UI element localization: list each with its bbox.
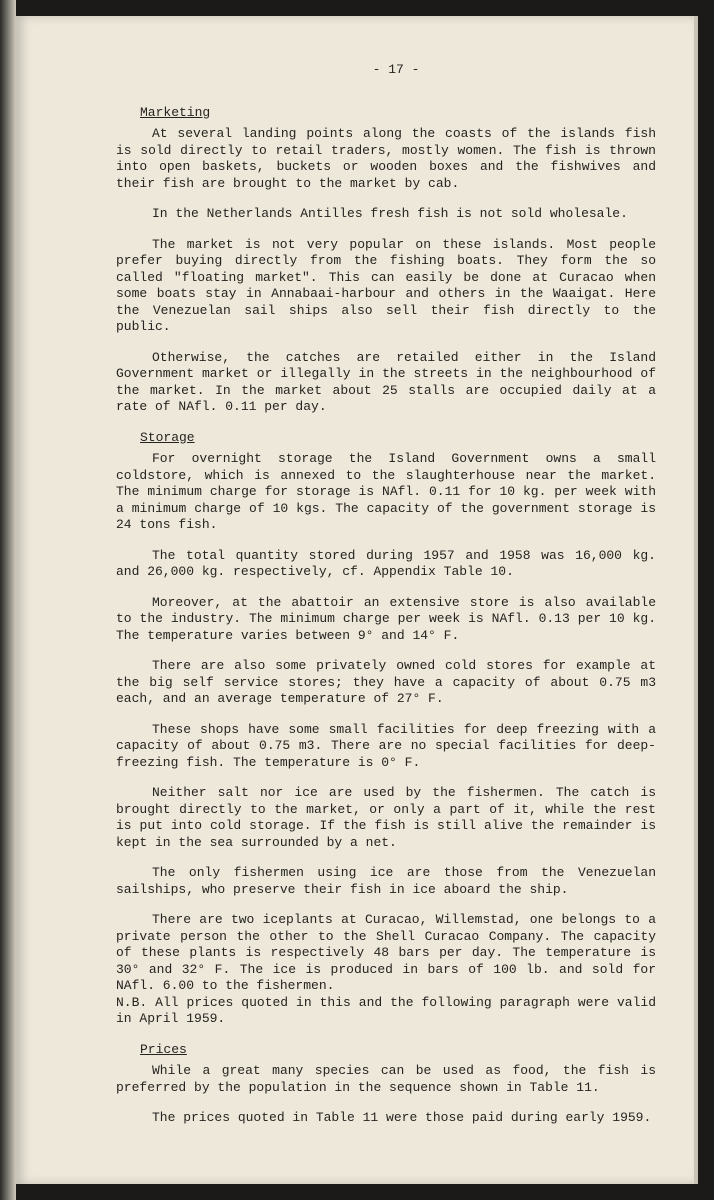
heading-prices: Prices: [140, 1041, 187, 1057]
paragraph: The prices quoted in Table 11 were those paid during early 1959.: [152, 1110, 652, 1125]
paragraph: Neither salt nor ice are used by the fishermen. The catch is brought directly to the market, or only a part of it, while the rest is put into cold storage. If the fish is still alive the remainder is kept in the sea surrounded by a net.: [116, 785, 656, 850]
paragraph: In the Netherlands Antilles fresh fish is not sold wholesale.: [152, 206, 628, 221]
heading-marketing: Marketing: [140, 104, 211, 120]
page-edge: [694, 16, 698, 1184]
paragraph: The total quantity stored during 1957 and 1958 was 16,000 kg. and 26,000 kg. respectively, cf. Appendix Table 10.: [116, 547, 656, 579]
paragraph: There are two iceplants at Curacao, Willemstad, one belongs to a private person the other to the Shell Curacao Company. The capacity of these plants is respectively 48 bars per day. The temperature is 30° and 32° F. The ice is produced in bars of 100 lb. and sold for NAfl. 6.00 to the fishermen.: [116, 912, 656, 993]
paragraph: The market is not very popular on these islands. Most people prefer buying directly from the fishing boats. They form the so called "floating market". This can easily be done at Curacao when some boats stay in Annabaai-harbour and others in the Waaigat. Here the Venezuelan sail ships also sell their fish directly to the public.: [116, 236, 656, 334]
paragraph: Moreover, at the abattoir an extensive store is also available to the industry. The minimum charge per week is NAfl. 0.13 per 10 kg. The temperature varies between 9° and 14° F.: [116, 594, 656, 643]
document-page: [16, 16, 694, 1184]
paragraph: While a great many species can be used as food, the fish is preferred by the population in the sequence shown in Table 11.: [116, 1063, 656, 1095]
paragraph: At several landing points along the coasts of the islands fish is sold directly to retail traders, mostly women. The fish is thrown into open baskets, buckets or wooden boxes and the fishwives and their fish are brought to the market by cab.: [116, 126, 656, 191]
paragraph: For overnight storage the Island Government owns a small coldstore, which is annexed to the slaughterhouse near the market. The minimum charge for storage is NAfl. 0.11 for 10 kg. per week with a minimum charge of 10 kgs. The capacity of the government storage is 24 tons fish.: [116, 451, 656, 532]
page-content: [116, 62, 656, 1141]
heading-storage: Storage: [140, 429, 195, 445]
binding-spine: [0, 0, 16, 1200]
paragraph: There are also some privately owned cold stores for example at the big self service stores; they have a capacity of about 0.75 m3 each, and an average temperature of 27° F.: [116, 658, 656, 706]
paragraph: The only fishermen using ice are those from the Venezuelan sailships, who preserve their fish in ice aboard the ship.: [116, 865, 656, 897]
page-number: - 17 -: [372, 62, 420, 77]
paragraph: Otherwise, the catches are retailed either in the Island Government market or illegally in the streets in the neighbourhood of the market. In the market about 25 stalls are occupied daily at a rate of NAfl. 0.11 per day.: [116, 349, 656, 414]
price-note: N.B. All prices quoted in this and the following paragraph were valid in April 1959.: [116, 994, 656, 1026]
paragraph: These shops have some small facilities for deep freezing with a capacity of about 0.75 m3. There are no special facilities for deep-freezing fish. The temperature is 0° F.: [116, 721, 656, 770]
